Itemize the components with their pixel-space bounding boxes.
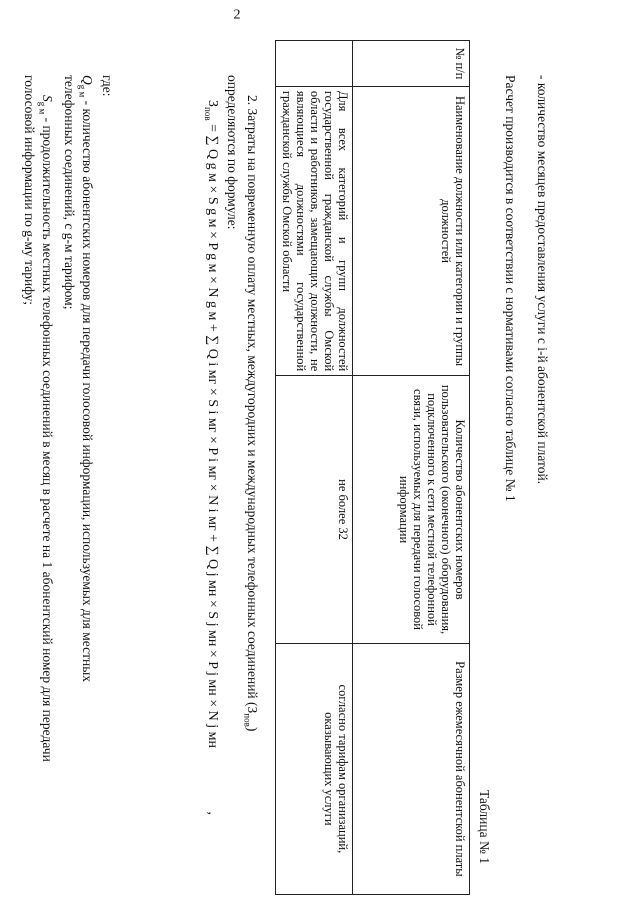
formula-body: = ∑ Q g м × S g м × P g м × N g м + ∑ Q i мг × S i мг × P i мг × N i мг + ∑ Q j мн × S j мн × P j мн × N j мн	[205, 124, 220, 748]
paragraph-2-line2: определяются по формуле:	[225, 75, 240, 230]
def-q-sub: g м	[77, 84, 88, 98]
table-header-row	[353, 41, 470, 895]
table-cell	[276, 41, 353, 87]
formula-trailing: ,	[205, 811, 220, 815]
table-header-cell: Количество абонентских номеров пользовательского (оконечного) оборудования, подключенного к сети местной телефонной связи, используемых для передачи голосовой информации	[353, 376, 470, 644]
formula-lhs: З	[205, 100, 220, 108]
paragraph-2-sub: пов	[242, 713, 253, 727]
formula-lhs-sub: пов	[203, 107, 214, 121]
table-caption: Таблица № 1	[477, 790, 492, 864]
table-row	[276, 41, 353, 895]
page-number: 2	[233, 7, 241, 23]
definition-q-line2: телефонных соединений, с g-м тарифом;	[62, 75, 77, 310]
table-header-cell: Наименование должности или категории и группы должностей	[353, 86, 470, 375]
text-months: - количество месяцев предоставления услуги с i-й абонентской платой.	[535, 75, 550, 485]
table-header-cell: № п/п	[353, 41, 470, 87]
formula	[203, 100, 220, 815]
def-s-text: - продолжительность местных телефонных соединений в месяц в расчете на 1 абонентский номер для передачи	[40, 114, 55, 762]
definition-s-line2: голосовой информации по g-му тарифу;	[22, 75, 37, 305]
norms-table	[275, 40, 470, 895]
paragraph-2-end: )	[245, 726, 260, 732]
definition-q	[74, 75, 95, 682]
paragraph-2-text: 2. Затраты на повременную оплату местных, междугородних и международных телефонных соединений (З	[245, 95, 260, 714]
definition-s	[34, 95, 55, 762]
table-cell: не более 32	[276, 376, 353, 644]
table-cell: согласно тарифам организаций, оказывающих услуги	[276, 643, 353, 894]
def-q-text: - количество абонентских номеров для передачи голосовой информации, используемых для местных	[80, 97, 95, 683]
where-label: где:	[100, 75, 115, 97]
table-cell: Для всех категорий и групп должностей государственной гражданской службы Омской области и работников, замещающих должности, не являющиеся должностями государственной гражданской службы Омской области	[276, 86, 353, 375]
table-header-cell: Размер ежемесячной абонентской платы	[353, 643, 470, 894]
def-s-sub: g м	[37, 101, 48, 115]
text-calc: Расчет производится в соответствии с нормативами согласно таблице № 1	[503, 75, 518, 502]
paragraph-2	[239, 95, 260, 731]
def-q-symbol: Q	[80, 75, 95, 85]
def-s-symbol: S	[40, 95, 55, 102]
